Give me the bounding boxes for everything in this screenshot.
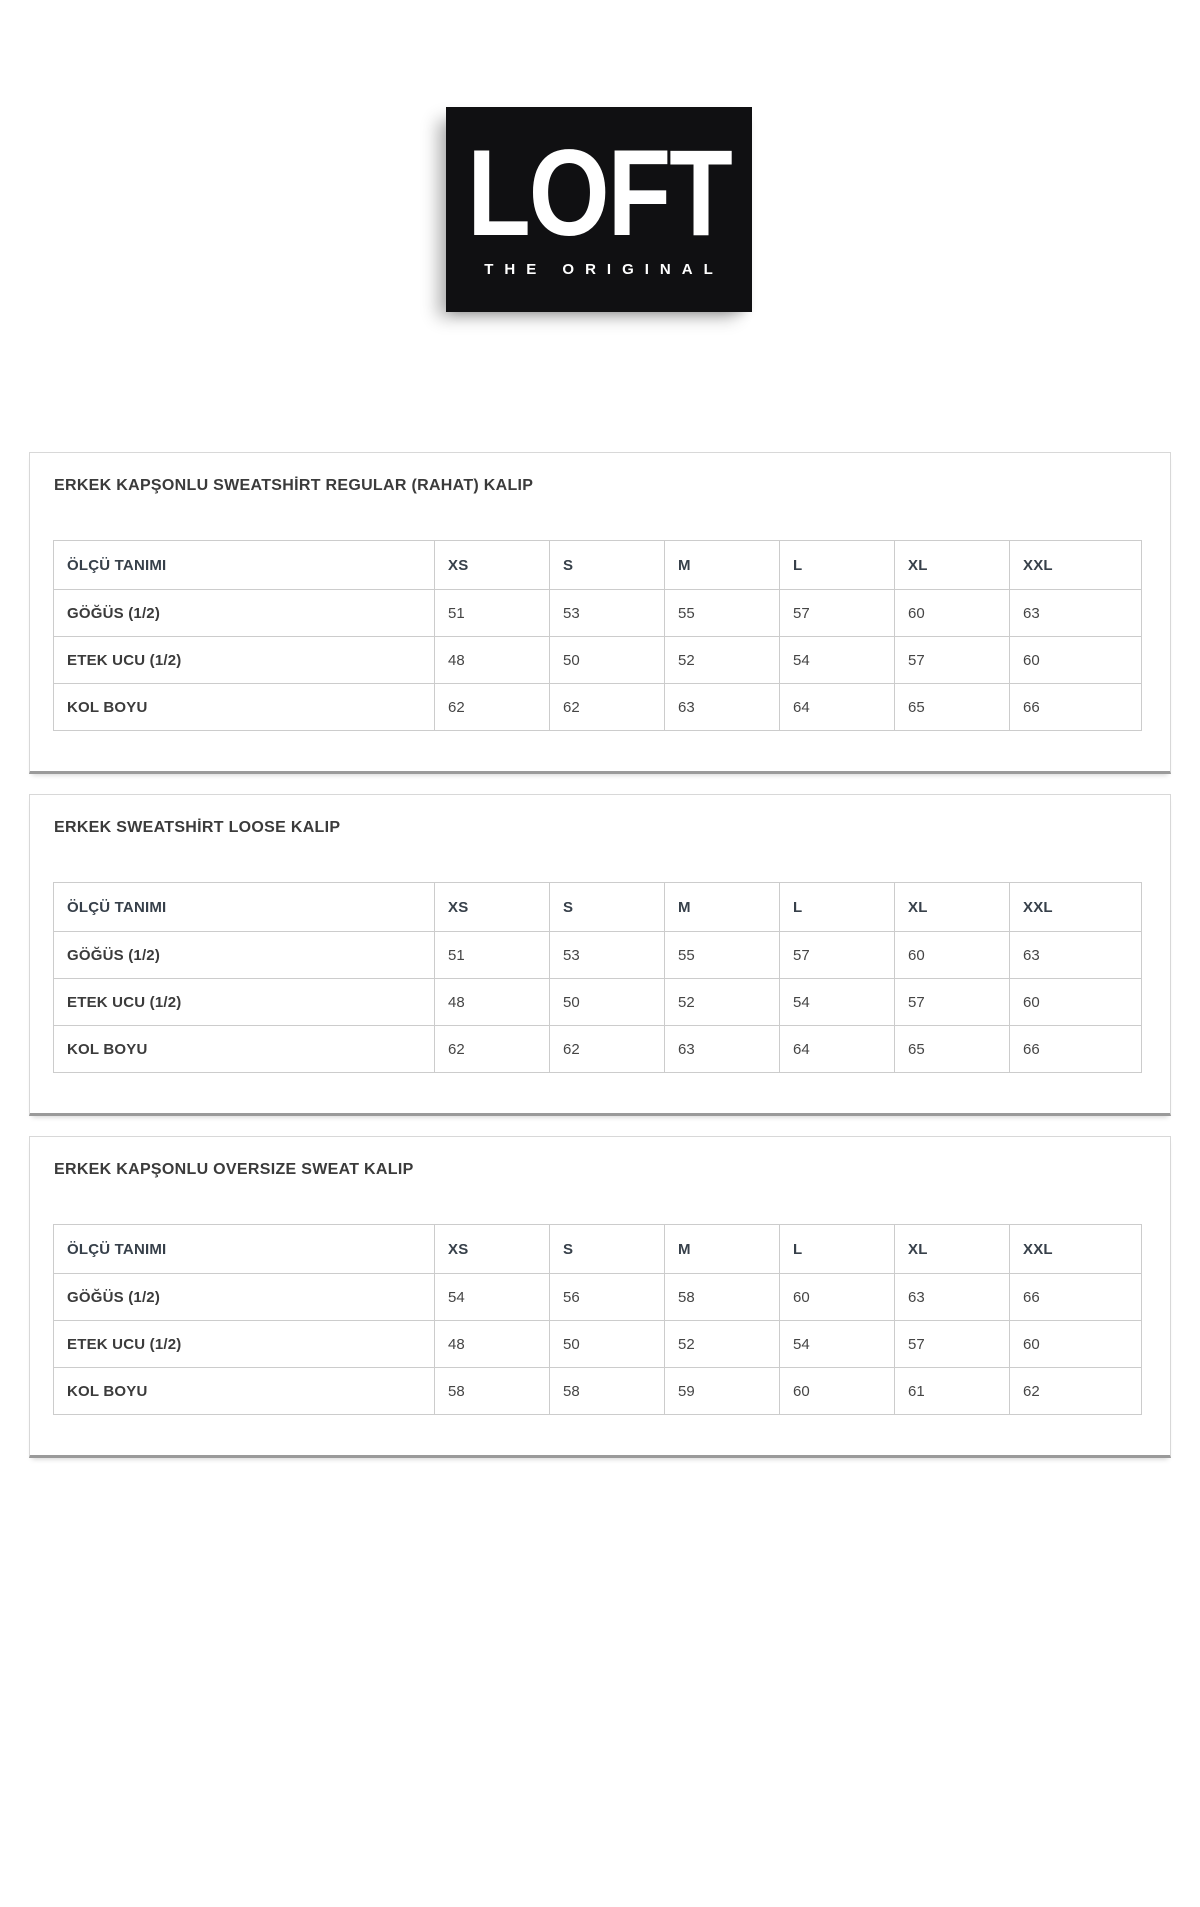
measurement-value-cell: 60 [895, 932, 1010, 979]
measurement-row [54, 637, 1142, 684]
size-header-cell: XXL [1010, 1225, 1142, 1274]
measurement-value-cell: 60 [1010, 637, 1142, 684]
measurement-value-cell: 54 [435, 1274, 550, 1321]
measurement-row [54, 1368, 1142, 1415]
measurement-label-cell: KOL BOYU [54, 1368, 435, 1415]
size-table [53, 882, 1142, 1073]
size-header-cell: M [665, 1225, 780, 1274]
measurement-row [54, 684, 1142, 731]
size-header-cell: S [550, 883, 665, 932]
measurement-value-cell: 58 [550, 1368, 665, 1415]
measurement-value-cell: 58 [665, 1274, 780, 1321]
measurement-value-cell: 64 [780, 1026, 895, 1073]
measurement-row [54, 590, 1142, 637]
measurement-value-cell: 63 [895, 1274, 1010, 1321]
measurement-value-cell: 59 [665, 1368, 780, 1415]
measurement-value-cell: 52 [665, 637, 780, 684]
measurement-value-cell: 56 [550, 1274, 665, 1321]
measurement-value-cell: 66 [1010, 1026, 1142, 1073]
measurement-value-cell: 48 [435, 637, 550, 684]
measurement-label-cell: GÖĞÜS (1/2) [54, 590, 435, 637]
measurement-value-cell: 66 [1010, 684, 1142, 731]
size-header-cell: M [665, 883, 780, 932]
size-table-header-row [54, 1225, 1142, 1274]
size-chart-section [29, 794, 1171, 1116]
size-header-cell: XL [895, 883, 1010, 932]
measurement-value-cell: 54 [780, 979, 895, 1026]
measurement-value-cell: 63 [665, 684, 780, 731]
measurement-value-cell: 53 [550, 590, 665, 637]
size-header-cell: S [550, 1225, 665, 1274]
section-title: ERKEK KAPŞONLU SWEATSHİRT REGULAR (RAHAT) KALIP [54, 477, 534, 494]
section-title: ERKEK KAPŞONLU OVERSIZE SWEAT KALIP [54, 1161, 414, 1178]
measurement-value-cell: 60 [1010, 1321, 1142, 1368]
measure-header-cell: ÖLÇÜ TANIMI [54, 1225, 435, 1274]
measurement-value-cell: 48 [435, 1321, 550, 1368]
measurement-value-cell: 51 [435, 932, 550, 979]
measurement-label-cell: KOL BOYU [54, 1026, 435, 1073]
size-header-cell: S [550, 541, 665, 590]
brand-logo-wordmark: LOFT [467, 125, 731, 262]
size-header-cell: XS [435, 541, 550, 590]
measurement-value-cell: 50 [550, 1321, 665, 1368]
measurement-value-cell: 57 [895, 1321, 1010, 1368]
size-header-cell: XL [895, 1225, 1010, 1274]
measurement-value-cell: 62 [435, 1026, 550, 1073]
measurement-label-cell: KOL BOYU [54, 684, 435, 731]
measurement-value-cell: 48 [435, 979, 550, 1026]
measurement-row [54, 1026, 1142, 1073]
measurement-value-cell: 60 [1010, 979, 1142, 1026]
measurement-value-cell: 55 [665, 590, 780, 637]
measurement-row [54, 1321, 1142, 1368]
size-header-cell: L [780, 1225, 895, 1274]
measurement-value-cell: 54 [780, 637, 895, 684]
measurement-value-cell: 57 [780, 590, 895, 637]
measurement-value-cell: 65 [895, 1026, 1010, 1073]
measurement-value-cell: 55 [665, 932, 780, 979]
measurement-value-cell: 57 [895, 979, 1010, 1026]
measurement-value-cell: 53 [550, 932, 665, 979]
measure-header-cell: ÖLÇÜ TANIMI [54, 883, 435, 932]
measurement-value-cell: 66 [1010, 1274, 1142, 1321]
measurement-value-cell: 62 [550, 684, 665, 731]
measurement-value-cell: 62 [1010, 1368, 1142, 1415]
measurement-value-cell: 52 [665, 1321, 780, 1368]
measurement-label-cell: GÖĞÜS (1/2) [54, 932, 435, 979]
measurement-label-cell: ETEK UCU (1/2) [54, 979, 435, 1026]
measurement-value-cell: 65 [895, 684, 1010, 731]
measurement-value-cell: 60 [780, 1274, 895, 1321]
measurement-value-cell: 51 [435, 590, 550, 637]
measurement-value-cell: 63 [1010, 590, 1142, 637]
measurement-value-cell: 57 [780, 932, 895, 979]
measurement-row [54, 932, 1142, 979]
size-header-cell: XL [895, 541, 1010, 590]
measurement-label-cell: ETEK UCU (1/2) [54, 637, 435, 684]
size-header-cell: XXL [1010, 541, 1142, 590]
measurement-value-cell: 52 [665, 979, 780, 1026]
size-header-cell: M [665, 541, 780, 590]
page [0, 107, 1200, 1458]
size-table [53, 1224, 1142, 1415]
size-header-cell: L [780, 883, 895, 932]
measurement-value-cell: 60 [780, 1368, 895, 1415]
measurement-value-cell: 63 [665, 1026, 780, 1073]
section-title: ERKEK SWEATSHİRT LOOSE KALIP [54, 819, 341, 836]
measurement-value-cell: 62 [435, 684, 550, 731]
measurement-value-cell: 62 [550, 1026, 665, 1073]
measurement-row [54, 979, 1142, 1026]
brand-logo-tagline: THE ORIGINAL [484, 261, 724, 279]
measurement-label-cell: GÖĞÜS (1/2) [54, 1274, 435, 1321]
size-header-cell: XS [435, 1225, 550, 1274]
measurement-value-cell: 64 [780, 684, 895, 731]
measurement-label-cell: ETEK UCU (1/2) [54, 1321, 435, 1368]
size-chart-section [29, 1136, 1171, 1458]
size-header-cell: XXL [1010, 883, 1142, 932]
measurement-value-cell: 50 [550, 637, 665, 684]
measurement-value-cell: 61 [895, 1368, 1010, 1415]
measurement-value-cell: 50 [550, 979, 665, 1026]
measurement-value-cell: 63 [1010, 932, 1142, 979]
brand-logo [446, 107, 752, 312]
size-header-cell: XS [435, 883, 550, 932]
size-guide [0, 452, 1200, 1458]
size-table-header-row [54, 541, 1142, 590]
size-chart-section [29, 452, 1171, 774]
measurement-value-cell: 58 [435, 1368, 550, 1415]
measurement-value-cell: 57 [895, 637, 1010, 684]
measure-header-cell: ÖLÇÜ TANIMI [54, 541, 435, 590]
measurement-row [54, 1274, 1142, 1321]
size-table-header-row [54, 883, 1142, 932]
size-header-cell: L [780, 541, 895, 590]
measurement-value-cell: 54 [780, 1321, 895, 1368]
size-table [53, 540, 1142, 731]
measurement-value-cell: 60 [895, 590, 1010, 637]
